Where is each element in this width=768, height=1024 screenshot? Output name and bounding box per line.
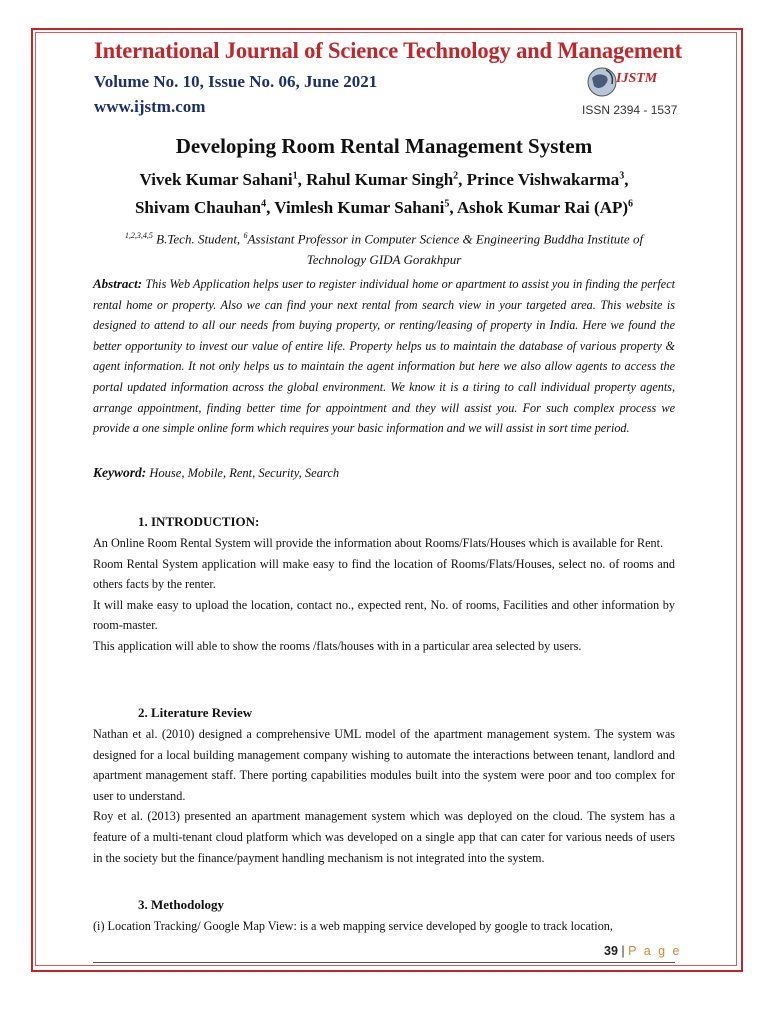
author-sep: , [449, 198, 457, 217]
page-number: 39 [604, 944, 618, 958]
author-sep: , [458, 170, 467, 189]
keyword-text: House, Mobile, Rent, Security, Search [149, 466, 340, 480]
affil-sup: 6 [243, 231, 248, 240]
issn: ISSN 2394 - 1537 [582, 103, 678, 117]
paragraph: Roy et al. (2013) presented an apartment management system which was deployed on the cloud. The system has a feature of a multi-tenant cloud platform which was developed on a single app that can cater for various needs of users in the society but the finance/payment handling mechanism is not integrated into the system. [93, 809, 675, 865]
page-word: P a g e [628, 944, 682, 958]
authors-line-2 [0, 198, 768, 218]
affiliation-line-2: Technology GIDA Gorakhpur [306, 252, 462, 267]
author-sep: , [297, 170, 307, 189]
keyword-label: Keyword: [93, 465, 147, 480]
introduction-body [93, 533, 675, 657]
paragraph: This application will able to show the rooms /flats/houses with in a particular area selected by users. [93, 638, 582, 653]
keywords [93, 465, 339, 481]
footer-rule [93, 962, 675, 963]
paragraph: An Online Room Rental System will provide the information about Rooms/Flats/Houses which is available for Rent. [93, 536, 664, 550]
methodology-body [93, 916, 675, 937]
section-heading-introduction: 1. INTRODUCTION: [138, 514, 260, 529]
author-name: Vivek Kumar Sahani [139, 170, 293, 189]
section-heading-literature-review: 2. Literature Review [138, 705, 253, 720]
paragraph: Room Rental System application will make easy to find the location of Rooms/Flats/Houses, select no. of rooms and others facts by the renter. [93, 556, 675, 592]
footer-separator: | [617, 944, 629, 958]
journal-logo-icon [582, 62, 670, 102]
affil-text: B.Tech. Student, [152, 231, 244, 247]
paper-title: Developing Room Rental Management System [175, 134, 593, 158]
author-name: Prince Vishwakarma [466, 170, 620, 189]
abstract [93, 274, 675, 439]
abstract-label: Abstract: [93, 276, 143, 291]
author-sup: 3 [619, 170, 625, 182]
author-name: Rahul Kumar Singh [306, 170, 454, 189]
paragraph: Nathan et al. (2010) designed a comprehensive UML model of the apartment management system. The system was designed for a local building management company wishing to automate the interactions between tenant, landlord and apartment management staff. There porting capabilities modules built into the system were poor and too complex for user to understand. [93, 727, 675, 803]
page-footer [604, 944, 682, 958]
paragraph: It will make easy to upload the location, contact no., expected rent, No. of rooms, Facilities and other information by room-master. [93, 597, 675, 633]
affiliation-line-1 [0, 231, 768, 247]
logo-text: IJSTM [616, 71, 658, 86]
author-sep: , [624, 170, 629, 189]
author-sup: 1 [292, 170, 298, 182]
author-sup: 6 [628, 198, 634, 210]
affil-text: Assistant Professor in Computer Science & Engineering Buddha Institute of [247, 231, 644, 247]
literature-review-body [93, 724, 675, 868]
authors-line-1 [0, 170, 768, 190]
journal-title: International Journal of Science Technology and Management [94, 38, 682, 64]
author-name: Ashok Kumar Rai (AP) [456, 198, 629, 217]
journal-website: www.ijstm.com [94, 97, 206, 116]
author-sep: , [266, 198, 275, 217]
paragraph: (i) Location Tracking/ Google Map View: is a web mapping service developed by google to track location, [93, 919, 613, 933]
section-heading-methodology: 3. Methodology [138, 897, 224, 912]
author-sup: 5 [444, 198, 450, 210]
author-name: Shivam Chauhan [134, 198, 262, 217]
abstract-text: This Web Application helps user to register individual home or apartment to assist you in finding the perfect rental home or property. Also we can find your next rental from search view in your targeted area. This website is designed to attend to all our needs from buying property, or renting/leasing of property in India. Here we found the better opportunity to invest our value of entire life. Property helps us to maintain the database of various property & agent information. It not only helps us to maintain the agent information but here we also allow agents to access the portal updated information across the global environment. We know it is a tiring to call individual property agents, arrange appointment, finding better time for appointment and they will assist you. For such complex process we provide a one simple online form which requires your basic information and we will assist in sort time period. [93, 277, 675, 436]
volume-issue: Volume No. 10, Issue No. 06, June 2021 [94, 72, 378, 91]
author-sup: 4 [261, 198, 267, 210]
author-sup: 2 [453, 170, 459, 182]
author-name: Vimlesh Kumar Sahani [274, 198, 445, 217]
affil-sup: 1,2,3,4,5 [124, 231, 153, 240]
